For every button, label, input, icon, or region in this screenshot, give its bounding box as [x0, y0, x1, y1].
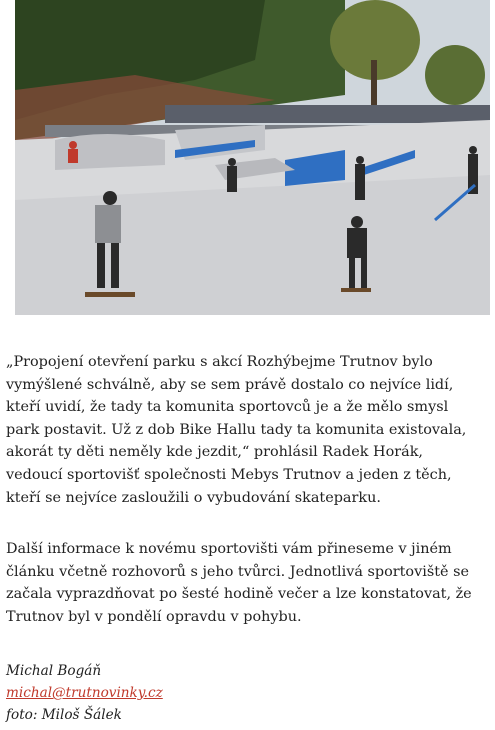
article-signature [6, 660, 484, 726]
article-paragraph-1: „Propojení otevření parku s akcí Rozhýbejme Trutnov bylo vymýšlené schválně, aby se sem právě dostalo co nejvíce lidí, kteří uvidí, že tady ta komunita sportovců je a že mělo smysl park postavit. Už z dob Bike Hallu tady ta komunita existovala, akorát ty děti neměly kde jezdit,“ prohlásil Radek Horák, vedoucí sportovišť společnosti Mebys Trutnov a jeden z těch, kteří se nejvíce zasloužili o vybudování skateparku. [6, 354, 467, 506]
author-name: Michal Bogáň [6, 663, 102, 679]
author-email-link[interactable]: michal@trutnovinky.cz [6, 685, 163, 701]
article-paragraph-2: Další informace k novému sportovišti vám přineseme v jiném článku včetně rozhovorů s jeho tvůrci. Jednotlivá sportoviště se začala vyprazdňovat po šesté hodině večer a lze konstatovat, že Trutnov byl v pondělí opravdu v pohybu. [6, 541, 472, 625]
skatepark-photo-illustration [15, 0, 490, 315]
skatepark-photo [15, 0, 490, 315]
photo-credit: foto: Miloš Šálek [6, 707, 122, 723]
